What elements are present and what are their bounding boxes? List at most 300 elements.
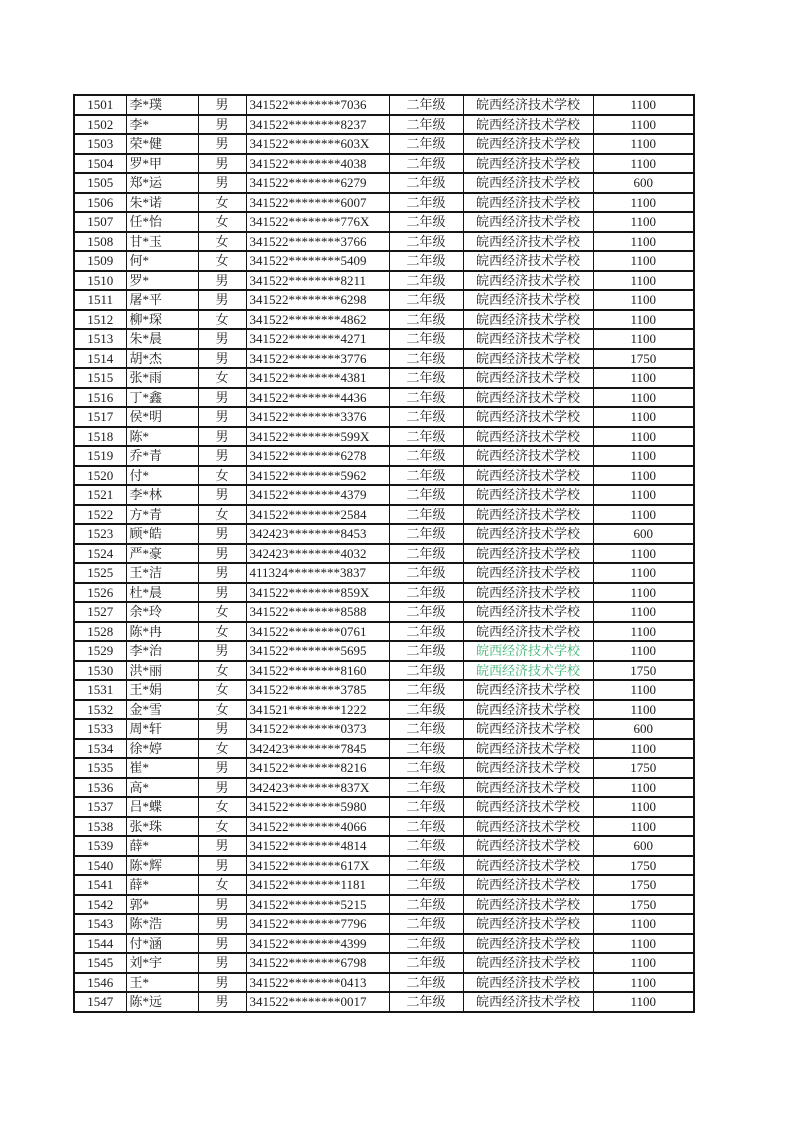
cell-grade: 二年级 [389,271,463,291]
cell-amount: 1100 [593,310,694,330]
cell-seq: 1547 [74,992,126,1012]
cell-name: 付* [126,466,198,486]
table-row [74,622,694,642]
cell-seq: 1534 [74,739,126,759]
cell-amount: 1100 [593,641,694,661]
cell-id: 341522********8237 [246,115,389,135]
cell-seq: 1525 [74,563,126,583]
cell-school: 皖西经济技术学校 [463,875,593,895]
cell-gender: 女 [198,466,246,486]
cell-gender: 男 [198,953,246,973]
cell-seq: 1517 [74,407,126,427]
cell-gender: 男 [198,563,246,583]
cell-amount: 1750 [593,758,694,778]
cell-school: 皖西经济技术学校 [463,154,593,174]
cell-name: 李* [126,115,198,135]
cell-seq: 1539 [74,836,126,856]
cell-grade: 二年级 [389,446,463,466]
cell-id: 342423********4032 [246,544,389,564]
cell-seq: 1530 [74,661,126,681]
cell-seq: 1544 [74,934,126,954]
cell-gender: 男 [198,544,246,564]
table-row [74,544,694,564]
cell-amount: 1100 [593,700,694,720]
cell-id: 341522********0017 [246,992,389,1012]
cell-seq: 1546 [74,973,126,993]
table-row [74,310,694,330]
cell-name: 陈*冉 [126,622,198,642]
cell-seq: 1519 [74,446,126,466]
cell-grade: 二年级 [389,173,463,193]
cell-amount: 1100 [593,466,694,486]
cell-gender: 女 [198,212,246,232]
cell-id: 341522********6007 [246,193,389,213]
table-row [74,368,694,388]
cell-seq: 1504 [74,154,126,174]
cell-name: 付*涵 [126,934,198,954]
cell-id: 341522********0413 [246,973,389,993]
cell-name: 薛* [126,836,198,856]
cell-name: 徐*婷 [126,739,198,759]
cell-gender: 男 [198,271,246,291]
table-row [74,739,694,759]
cell-gender: 女 [198,739,246,759]
cell-grade: 二年级 [389,290,463,310]
cell-grade: 二年级 [389,154,463,174]
cell-seq: 1538 [74,817,126,837]
cell-amount: 1100 [593,368,694,388]
cell-name: 严*豪 [126,544,198,564]
cell-gender: 男 [198,329,246,349]
table-row [74,290,694,310]
cell-name: 李*璞 [126,95,198,115]
table-row [74,173,694,193]
cell-school: 皖西经济技术学校 [463,349,593,369]
cell-grade: 二年级 [389,602,463,622]
cell-name: 崔* [126,758,198,778]
cell-seq: 1515 [74,368,126,388]
cell-grade: 二年级 [389,349,463,369]
cell-gender: 女 [198,505,246,525]
table-row [74,953,694,973]
cell-id: 341522********8216 [246,758,389,778]
cell-seq: 1506 [74,193,126,213]
cell-gender: 男 [198,95,246,115]
cell-amount: 1100 [593,797,694,817]
cell-grade: 二年级 [389,388,463,408]
cell-id: 341522********4271 [246,329,389,349]
cell-school: 皖西经济技术学校 [463,739,593,759]
cell-id: 341522********4399 [246,934,389,954]
cell-amount: 1100 [593,154,694,174]
cell-gender: 男 [198,583,246,603]
cell-gender: 男 [198,641,246,661]
table-row [74,524,694,544]
table-row [74,95,694,115]
table-row [74,563,694,583]
cell-gender: 男 [198,719,246,739]
cell-name: 王*娟 [126,680,198,700]
cell-seq: 1529 [74,641,126,661]
cell-name: 乔*青 [126,446,198,466]
cell-name: 金*雪 [126,700,198,720]
cell-school: 皖西经济技术学校 [463,271,593,291]
cell-gender: 女 [198,661,246,681]
cell-school: 皖西经济技术学校 [463,622,593,642]
table-row [74,973,694,993]
cell-id: 341522********5980 [246,797,389,817]
cell-grade: 二年级 [389,544,463,564]
table-row [74,505,694,525]
cell-id: 341522********4436 [246,388,389,408]
cell-seq: 1545 [74,953,126,973]
cell-grade: 二年级 [389,934,463,954]
cell-seq: 1518 [74,427,126,447]
cell-grade: 二年级 [389,505,463,525]
cell-gender: 男 [198,895,246,915]
cell-seq: 1514 [74,349,126,369]
table-row [74,934,694,954]
cell-seq: 1501 [74,95,126,115]
cell-amount: 1100 [593,388,694,408]
cell-seq: 1533 [74,719,126,739]
cell-id: 341522********3776 [246,349,389,369]
cell-gender: 女 [198,310,246,330]
table-row [74,817,694,837]
cell-amount: 1100 [593,563,694,583]
cell-seq: 1513 [74,329,126,349]
cell-seq: 1527 [74,602,126,622]
cell-name: 何* [126,251,198,271]
cell-amount: 1100 [593,134,694,154]
cell-school: 皖西经济技术学校 [463,895,593,915]
table-row [74,914,694,934]
cell-grade: 二年级 [389,232,463,252]
cell-id: 341522********5215 [246,895,389,915]
cell-school: 皖西经济技术学校 [463,485,593,505]
table-row [74,446,694,466]
cell-gender: 女 [198,193,246,213]
cell-school: 皖西经济技术学校 [463,368,593,388]
table-row [74,427,694,447]
cell-name: 丁*鑫 [126,388,198,408]
cell-seq: 1521 [74,485,126,505]
cell-id: 341522********4038 [246,154,389,174]
table-row [74,583,694,603]
cell-school: 皖西经济技术学校 [463,953,593,973]
cell-gender: 男 [198,446,246,466]
cell-id: 341522********7036 [246,95,389,115]
cell-gender: 男 [198,349,246,369]
cell-amount: 1750 [593,349,694,369]
cell-id: 342423********7845 [246,739,389,759]
cell-school: 皖西经济技术学校 [463,719,593,739]
cell-amount: 1100 [593,953,694,973]
cell-school: 皖西经济技术学校 [463,310,593,330]
cell-id: 342423********8453 [246,524,389,544]
cell-amount: 1100 [593,212,694,232]
cell-gender: 女 [198,700,246,720]
cell-grade: 二年级 [389,719,463,739]
table-row [74,407,694,427]
cell-seq: 1541 [74,875,126,895]
cell-name: 刘*宇 [126,953,198,973]
cell-id: 341522********3376 [246,407,389,427]
cell-id: 341522********5695 [246,641,389,661]
cell-seq: 1540 [74,856,126,876]
cell-grade: 二年级 [389,583,463,603]
table-row [74,895,694,915]
cell-id: 341522********6279 [246,173,389,193]
table-row [74,856,694,876]
cell-amount: 1100 [593,544,694,564]
table-row [74,212,694,232]
cell-seq: 1510 [74,271,126,291]
cell-seq: 1512 [74,310,126,330]
cell-grade: 二年级 [389,563,463,583]
cell-amount: 1100 [593,329,694,349]
cell-gender: 女 [198,797,246,817]
cell-amount: 1750 [593,875,694,895]
cell-grade: 二年级 [389,524,463,544]
cell-name: 王* [126,973,198,993]
cell-amount: 1100 [593,271,694,291]
cell-grade: 二年级 [389,622,463,642]
cell-seq: 1524 [74,544,126,564]
cell-school: 皖西经济技术学校 [463,388,593,408]
cell-amount: 600 [593,719,694,739]
cell-amount: 1100 [593,290,694,310]
cell-id: 341522********8588 [246,602,389,622]
cell-gender: 男 [198,290,246,310]
cell-gender: 女 [198,232,246,252]
cell-seq: 1508 [74,232,126,252]
cell-id: 341522********776X [246,212,389,232]
cell-grade: 二年级 [389,836,463,856]
cell-grade: 二年级 [389,914,463,934]
cell-amount: 1100 [593,251,694,271]
cell-school: 皖西经济技术学校 [463,836,593,856]
cell-school: 皖西经济技术学校 [463,212,593,232]
cell-gender: 女 [198,251,246,271]
cell-gender: 男 [198,778,246,798]
cell-school: 皖西经济技术学校 [463,115,593,135]
cell-school: 皖西经济技术学校 [463,407,593,427]
cell-id: 341522********5409 [246,251,389,271]
table-row [74,388,694,408]
table-row [74,271,694,291]
cell-seq: 1537 [74,797,126,817]
cell-amount: 600 [593,524,694,544]
cell-name: 荣*健 [126,134,198,154]
cell-grade: 二年级 [389,427,463,447]
table-row [74,115,694,135]
cell-grade: 二年级 [389,797,463,817]
cell-seq: 1502 [74,115,126,135]
cell-school: 皖西经济技术学校 [463,173,593,193]
cell-grade: 二年级 [389,329,463,349]
cell-grade: 二年级 [389,739,463,759]
cell-id: 341521********1222 [246,700,389,720]
cell-grade: 二年级 [389,407,463,427]
cell-gender: 男 [198,134,246,154]
cell-amount: 1100 [593,602,694,622]
cell-name: 王*洁 [126,563,198,583]
cell-id: 341522********0761 [246,622,389,642]
table-row [74,778,694,798]
cell-school: 皖西经济技术学校 [463,524,593,544]
cell-amount: 1100 [593,95,694,115]
cell-id: 411324********3837 [246,563,389,583]
student-roster-table [73,94,695,1013]
cell-amount: 1750 [593,661,694,681]
cell-id: 341522********0373 [246,719,389,739]
cell-gender: 女 [198,875,246,895]
cell-id: 341522********4066 [246,817,389,837]
cell-gender: 男 [198,524,246,544]
cell-name: 胡*杰 [126,349,198,369]
cell-id: 341522********6278 [246,446,389,466]
table-row [74,193,694,213]
cell-seq: 1536 [74,778,126,798]
cell-gender: 男 [198,154,246,174]
cell-id: 341522********8160 [246,661,389,681]
cell-school: 皖西经济技术学校 [463,934,593,954]
cell-name: 罗* [126,271,198,291]
cell-amount: 1100 [593,778,694,798]
cell-id: 341522********3785 [246,680,389,700]
cell-school: 皖西经济技术学校 [463,817,593,837]
table-row [74,232,694,252]
cell-id: 341522********4379 [246,485,389,505]
table-row [74,836,694,856]
cell-amount: 1100 [593,193,694,213]
cell-gender: 女 [198,368,246,388]
cell-gender: 男 [198,173,246,193]
cell-grade: 二年级 [389,368,463,388]
cell-school: 皖西经济技术学校 [463,583,593,603]
cell-school: 皖西经济技术学校 [463,661,593,681]
cell-grade: 二年级 [389,251,463,271]
table-row [74,329,694,349]
cell-school: 皖西经济技术学校 [463,914,593,934]
cell-name: 李*治 [126,641,198,661]
cell-grade: 二年级 [389,953,463,973]
cell-amount: 1100 [593,505,694,525]
cell-amount: 1100 [593,680,694,700]
cell-name: 顾*皓 [126,524,198,544]
cell-amount: 1100 [593,407,694,427]
table-row [74,719,694,739]
cell-school: 皖西经济技术学校 [463,797,593,817]
cell-school: 皖西经济技术学校 [463,290,593,310]
cell-school: 皖西经济技术学校 [463,446,593,466]
cell-id: 341522********5962 [246,466,389,486]
cell-school: 皖西经济技术学校 [463,778,593,798]
cell-school: 皖西经济技术学校 [463,700,593,720]
cell-school: 皖西经济技术学校 [463,544,593,564]
cell-id: 341522********859X [246,583,389,603]
cell-grade: 二年级 [389,778,463,798]
cell-name: 张*雨 [126,368,198,388]
table-row [74,485,694,505]
cell-gender: 男 [198,115,246,135]
cell-grade: 二年级 [389,310,463,330]
cell-id: 341522********4381 [246,368,389,388]
cell-school: 皖西经济技术学校 [463,992,593,1012]
cell-school: 皖西经济技术学校 [463,193,593,213]
table-row [74,661,694,681]
cell-grade: 二年级 [389,758,463,778]
cell-seq: 1523 [74,524,126,544]
cell-amount: 1100 [593,992,694,1012]
cell-name: 陈*浩 [126,914,198,934]
table-row [74,700,694,720]
cell-grade: 二年级 [389,895,463,915]
table-row [74,466,694,486]
cell-id: 341522********8211 [246,271,389,291]
cell-name: 周*轩 [126,719,198,739]
cell-school: 皖西经济技术学校 [463,602,593,622]
cell-amount: 1100 [593,739,694,759]
cell-school: 皖西经济技术学校 [463,680,593,700]
cell-name: 陈* [126,427,198,447]
cell-id: 341522********3766 [246,232,389,252]
cell-seq: 1528 [74,622,126,642]
cell-id: 341522********617X [246,856,389,876]
cell-amount: 1100 [593,583,694,603]
cell-name: 朱*诺 [126,193,198,213]
cell-school: 皖西经济技术学校 [463,427,593,447]
cell-amount: 1100 [593,427,694,447]
cell-school: 皖西经济技术学校 [463,466,593,486]
cell-grade: 二年级 [389,95,463,115]
cell-name: 任*怡 [126,212,198,232]
cell-name: 洪*丽 [126,661,198,681]
table-row [74,797,694,817]
cell-gender: 女 [198,602,246,622]
cell-amount: 1750 [593,856,694,876]
cell-school: 皖西经济技术学校 [463,251,593,271]
cell-amount: 1750 [593,895,694,915]
cell-amount: 1100 [593,485,694,505]
table-row [74,758,694,778]
cell-school: 皖西经济技术学校 [463,563,593,583]
cell-grade: 二年级 [389,466,463,486]
cell-school: 皖西经济技术学校 [463,134,593,154]
cell-amount: 1100 [593,817,694,837]
cell-amount: 1100 [593,232,694,252]
cell-name: 郭* [126,895,198,915]
table-row [74,251,694,271]
cell-seq: 1507 [74,212,126,232]
cell-grade: 二年级 [389,817,463,837]
cell-grade: 二年级 [389,700,463,720]
cell-seq: 1535 [74,758,126,778]
cell-amount: 600 [593,836,694,856]
cell-name: 余*玲 [126,602,198,622]
cell-amount: 1100 [593,914,694,934]
cell-gender: 男 [198,758,246,778]
cell-school: 皖西经济技术学校 [463,856,593,876]
cell-grade: 二年级 [389,212,463,232]
cell-school: 皖西经济技术学校 [463,758,593,778]
table-row [74,680,694,700]
table-row [74,992,694,1012]
cell-school: 皖西经济技术学校 [463,641,593,661]
cell-seq: 1531 [74,680,126,700]
cell-gender: 男 [198,992,246,1012]
